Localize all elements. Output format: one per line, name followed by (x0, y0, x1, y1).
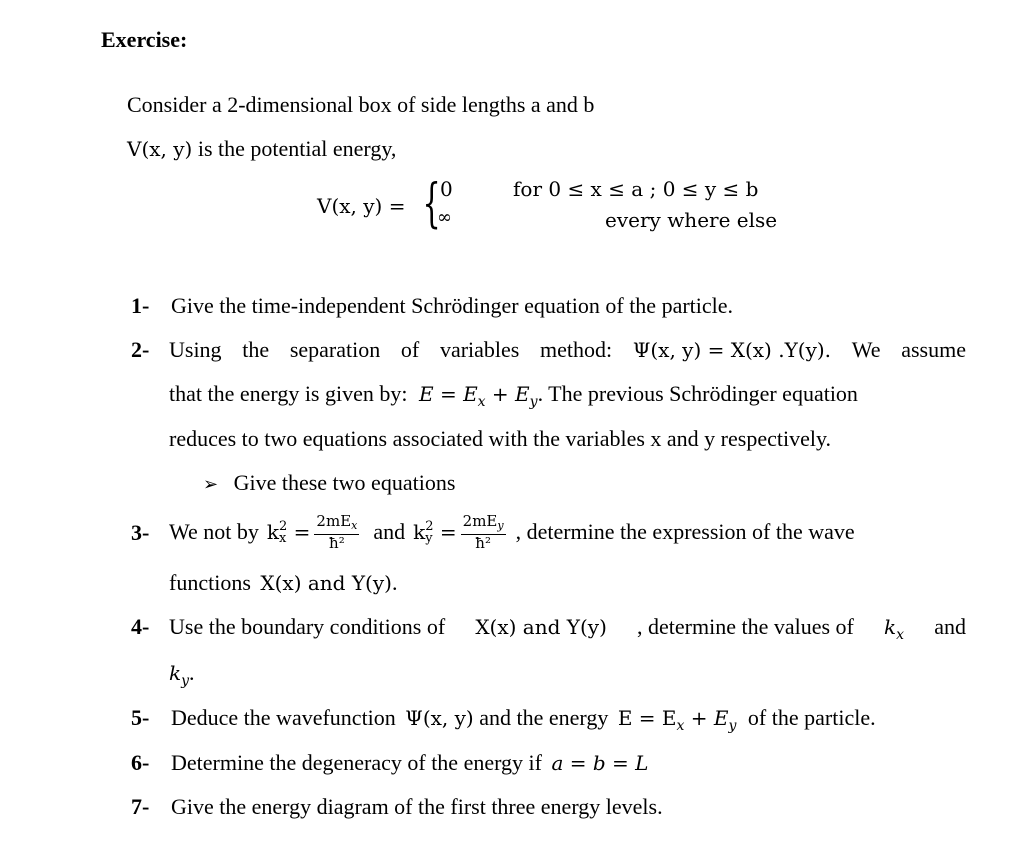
case-1-condition: for 0 ≤ x ≤ a ; 0 ≤ y ≤ b (513, 177, 759, 201)
ky-fraction (461, 513, 506, 552)
separation-equation: Ψ(x, y) = X(x) .Y(y). (632, 338, 832, 362)
question-3-line-2 (169, 570, 397, 596)
intro-line-2-text: is the potential energy, (192, 136, 397, 161)
condition-equation: a = b = L (551, 751, 649, 775)
question-2-line-3: reduces to two equations associated with the variables x and y respectively. (169, 426, 832, 451)
k: k (884, 615, 897, 639)
k: k (413, 519, 426, 544)
subscript: y (497, 518, 504, 532)
kx-symbol (884, 614, 904, 648)
numerator: 2mE (316, 511, 352, 530)
question-4 (131, 614, 171, 640)
question-3 (131, 520, 171, 546)
subscript: x (676, 718, 685, 734)
question-number: 4- (131, 614, 150, 639)
numerator: 2mE (462, 511, 498, 530)
text: + E (485, 382, 530, 406)
word: variables (439, 337, 520, 362)
text: , determine the expression of the wave (515, 519, 855, 544)
question-2 (131, 337, 171, 363)
text: . The previous Schrödinger equation (537, 381, 858, 406)
bullet-text: Give these two equations (233, 470, 456, 495)
question-number: 3- (131, 520, 150, 545)
question-4-line-1 (169, 614, 966, 648)
word: method: (540, 337, 613, 362)
superscript: 2 (425, 519, 434, 535)
subscript: x (279, 531, 287, 547)
text: and the energy (479, 705, 609, 730)
text: Deduce the wavefunction (171, 705, 396, 730)
word: Using (169, 337, 222, 362)
text: Determine the degeneracy of the energy if (171, 750, 542, 775)
case-1-value: 0 (440, 177, 453, 201)
text: , determine the values of (637, 614, 854, 639)
question-1 (131, 293, 733, 319)
case-2-condition: every where else (605, 208, 778, 232)
potential-symbol: V(x, y) (127, 137, 193, 161)
text: and (373, 519, 406, 544)
kx-squared: k 2 x = (266, 519, 311, 547)
potential-lhs: V(x, y) = (317, 194, 406, 218)
energy-sum (419, 382, 538, 410)
text: functions (169, 570, 251, 595)
text: and (934, 614, 966, 639)
intro-line-1: Consider a 2-dimensional box of side lengths a and b (127, 92, 595, 117)
denominator: ħ² (329, 533, 345, 552)
text: Use the boundary conditions of (169, 614, 446, 639)
subscript: y (181, 673, 190, 689)
exercise-title: Exercise: (101, 27, 188, 52)
subscript: y (425, 531, 433, 547)
text: . (189, 660, 195, 685)
text: . (391, 570, 398, 595)
k: k (169, 661, 182, 685)
subscript: x (351, 518, 358, 532)
question-2-line-2 (169, 381, 966, 415)
text: + E (684, 706, 729, 730)
text: E = E (419, 382, 478, 406)
question-3-line-1 (169, 507, 966, 557)
question-number: 2- (131, 337, 150, 362)
question-7 (131, 794, 663, 820)
wavefunction: Ψ(x, y) (405, 706, 474, 730)
wave-functions: X(x) and Y(y) (260, 571, 392, 595)
question-number: 6- (131, 750, 150, 775)
brace: { (422, 174, 441, 234)
question-3-tail (516, 519, 966, 545)
text: of the particle. (747, 705, 876, 730)
superscript: 2 (279, 519, 288, 535)
question-2-bullet (203, 470, 455, 498)
subscript: x (896, 627, 905, 643)
denominator: ħ² (475, 533, 491, 552)
k: k (266, 519, 280, 544)
intro-line-2 (127, 136, 396, 162)
question-number: 1- (131, 293, 150, 318)
potential-equation (317, 174, 797, 239)
subscript: y (529, 394, 538, 410)
energy-sum (617, 706, 737, 734)
question-number: 7- (131, 794, 150, 819)
kx-fraction (314, 513, 359, 552)
question-6 (131, 750, 648, 776)
word: assume (901, 337, 966, 362)
wave-functions: X(x) and Y(y) (475, 615, 607, 639)
question-number: 5- (131, 705, 150, 730)
subscript: x (477, 394, 486, 410)
ky-symbol (169, 661, 190, 689)
question-text: Give the energy diagram of the first three energy levels. (171, 794, 663, 819)
arrow-bullet-icon: ➢ (203, 474, 219, 495)
question-5 (131, 705, 876, 739)
text: that the energy is given by: (169, 381, 408, 406)
case-2-value: ∞ (437, 207, 452, 228)
word: of (400, 337, 420, 362)
subscript: y (728, 718, 737, 734)
question-2-line-1 (169, 337, 966, 363)
word: We (851, 337, 881, 362)
text: E = E (617, 706, 677, 730)
ky-squared: k 2 y = (413, 519, 457, 547)
question-4-line-2 (169, 660, 195, 694)
text: We not by (169, 519, 259, 544)
word: separation (289, 337, 381, 362)
word: the (242, 337, 270, 362)
question-text: Give the time-independent Schrödinger equation of the particle. (171, 293, 734, 318)
